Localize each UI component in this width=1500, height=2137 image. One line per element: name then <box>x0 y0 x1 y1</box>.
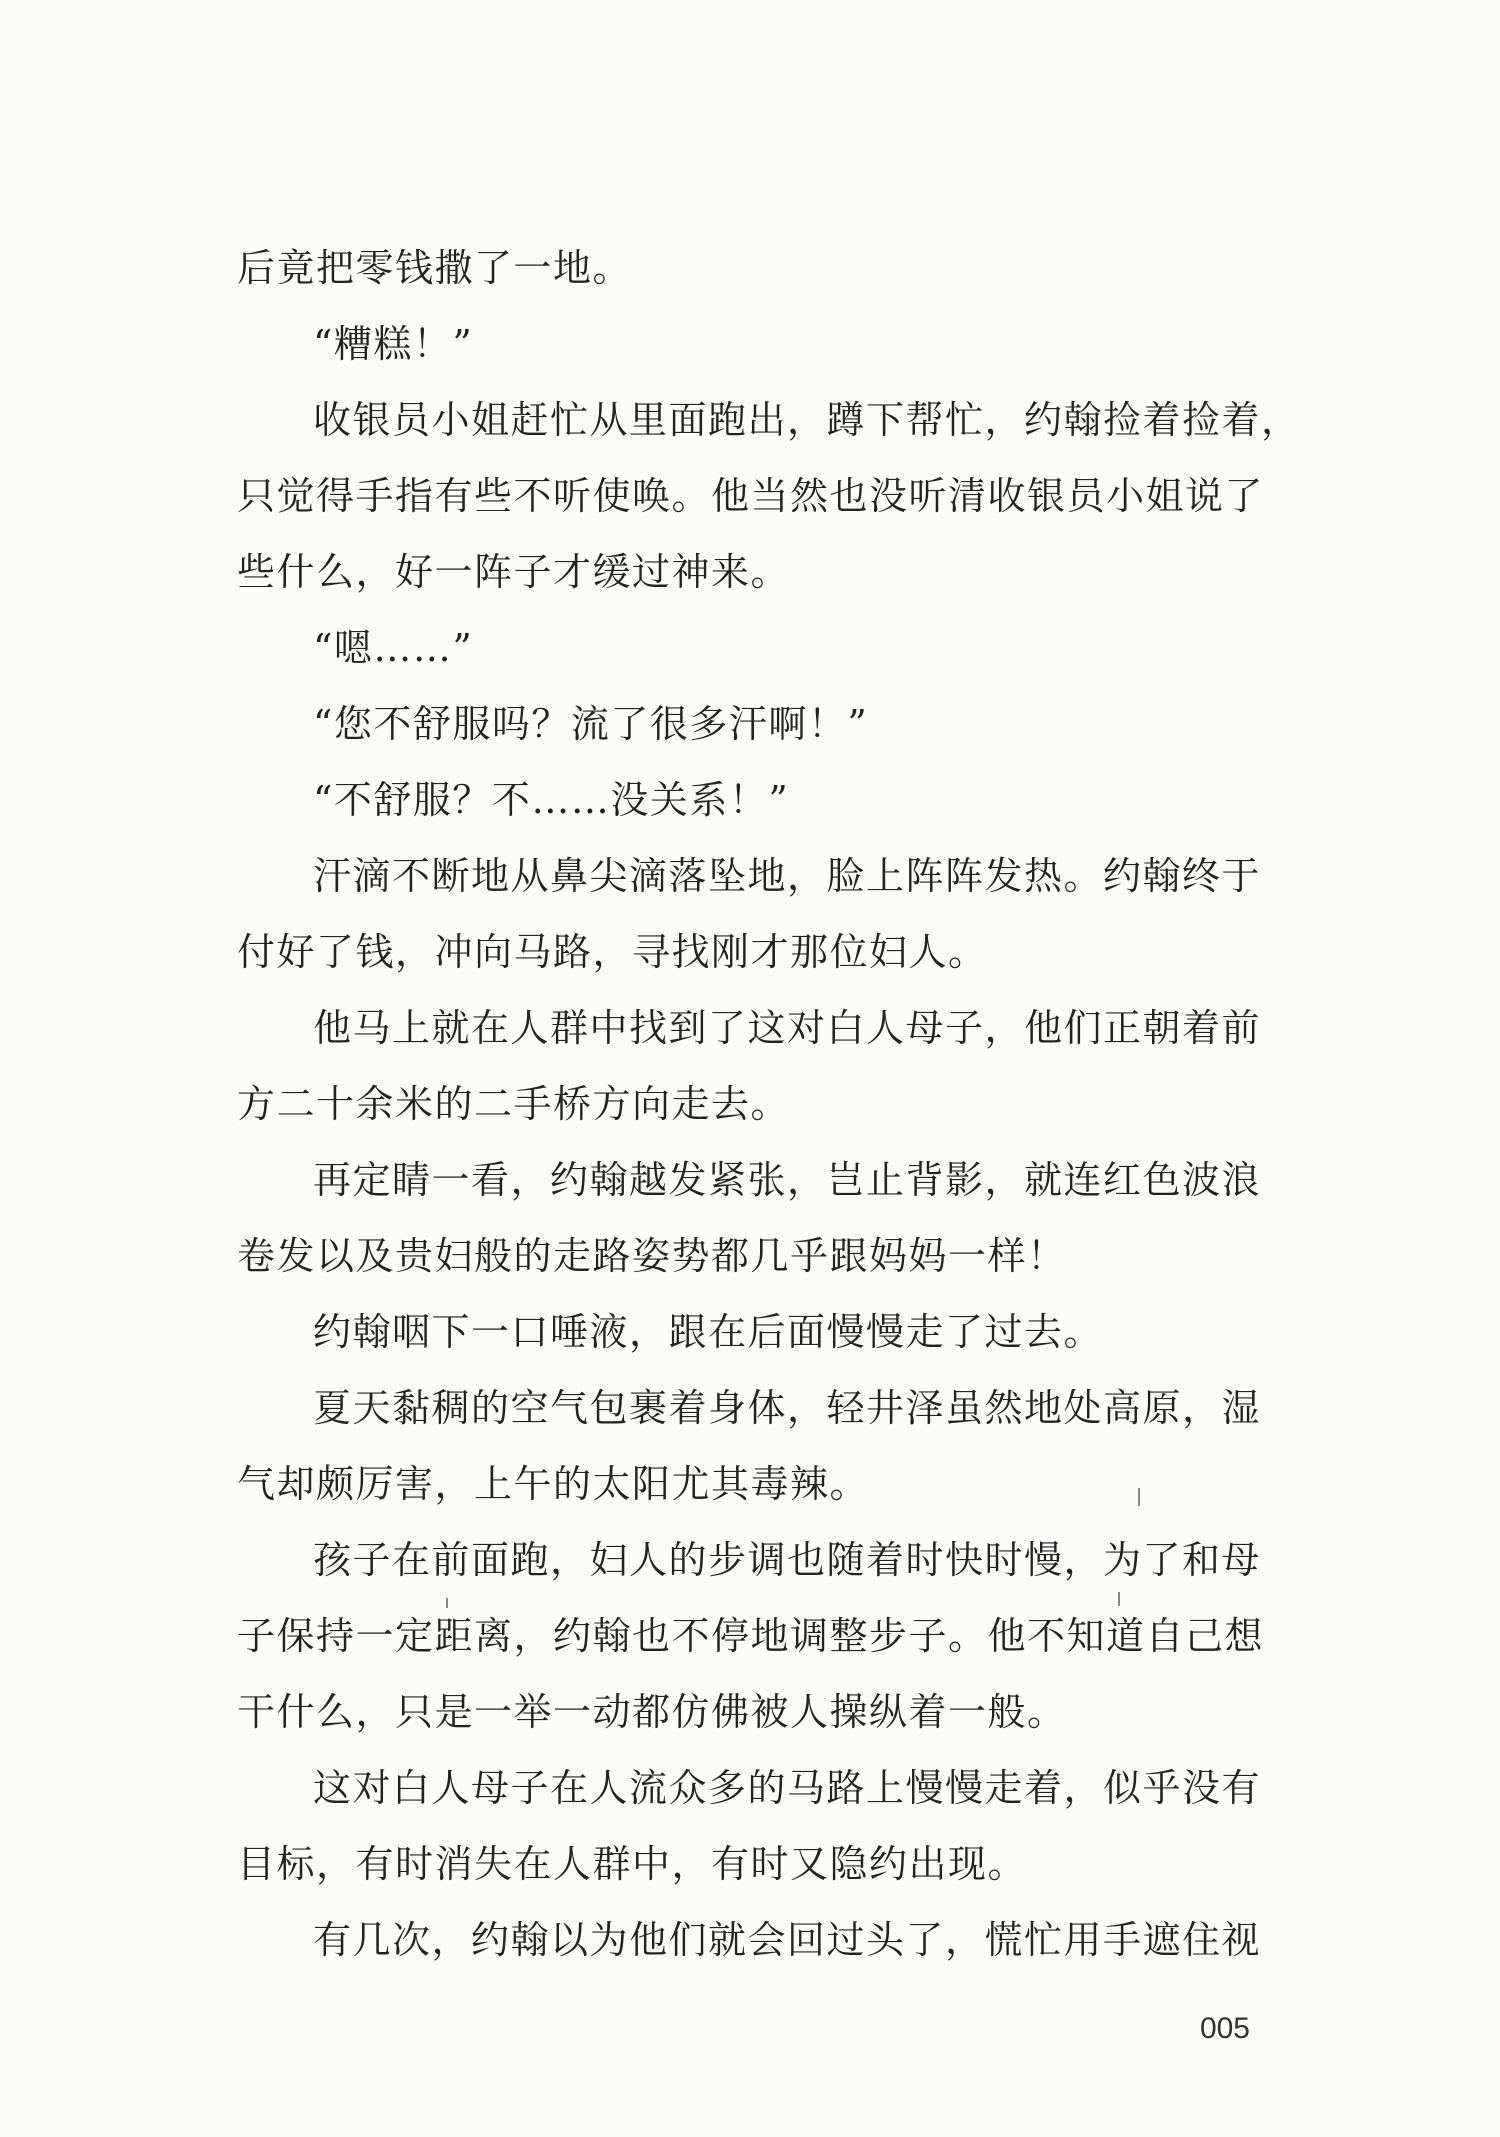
body-text <box>237 230 1301 1978</box>
text-line: “不舒服？不……没关系！” <box>313 778 790 822</box>
text-line: 收银员小姐赶忙从里面跑出，蹲下帮忙，约翰捡着捡着， <box>313 398 1301 442</box>
text-line: 孩子在前面跑，妇人的步调也随着时快时慢，为了和母 <box>313 1538 1262 1582</box>
text-line: 夏天黏稠的空气包裹着身体，轻井泽虽然地处高原，湿 <box>313 1386 1262 1430</box>
text-line: “嗯……” <box>313 626 474 670</box>
scan-mark <box>446 1598 448 1608</box>
text-line: 气却颇厉害，上午的太阳尤其毒辣。 <box>237 1462 870 1506</box>
page-number: 005 <box>1199 2012 1250 2045</box>
text-line: 汗滴不断地从鼻尖滴落坠地，脸上阵阵发热。约翰终于 <box>313 854 1262 898</box>
text-line: 干什么，只是一举一动都仿佛被人操纵着一般。 <box>237 1690 1067 1734</box>
text-line: 只觉得手指有些不听使唤。他当然也没听清收银员小姐说了 <box>237 474 1265 518</box>
text-line: “糟糕！” <box>313 322 474 366</box>
text-line: 方二十余米的二手桥方向走去。 <box>237 1082 791 1126</box>
scan-mark <box>1118 1592 1120 1606</box>
text-line: 再定睛一看，约翰越发紧张，岂止背影，就连红色波浪 <box>313 1158 1262 1202</box>
text-line: 这对白人母子在人流众多的马路上慢慢走着，似乎没有 <box>313 1766 1262 1810</box>
scan-mark <box>1138 1488 1140 1506</box>
text-line: 后竟把零钱撒了一地。 <box>237 246 633 290</box>
text-line: 卷发以及贵妇般的走路姿势都几乎跟妈妈一样！ <box>237 1234 1067 1278</box>
text-line: 子保持一定距离，约翰也不停地调整步子。他不知道自己想 <box>237 1614 1265 1658</box>
text-line: 些什么，好一阵子才缓过神来。 <box>237 550 791 594</box>
text-line: “您不舒服吗？流了很多汗啊！” <box>313 702 869 746</box>
text-line: 约翰咽下一口唾液，跟在后面慢慢走了过去。 <box>313 1310 1104 1354</box>
text-line: 目标，有时消失在人群中，有时又隐约出现。 <box>237 1842 1028 1886</box>
text-line: 付好了钱，冲向马路，寻找刚才那位妇人。 <box>237 930 988 974</box>
text-line: 他马上就在人群中找到了这对白人母子，他们正朝着前 <box>313 1006 1262 1050</box>
text-line: 有几次，约翰以为他们就会回过头了，慌忙用手遮住视 <box>313 1918 1262 1962</box>
